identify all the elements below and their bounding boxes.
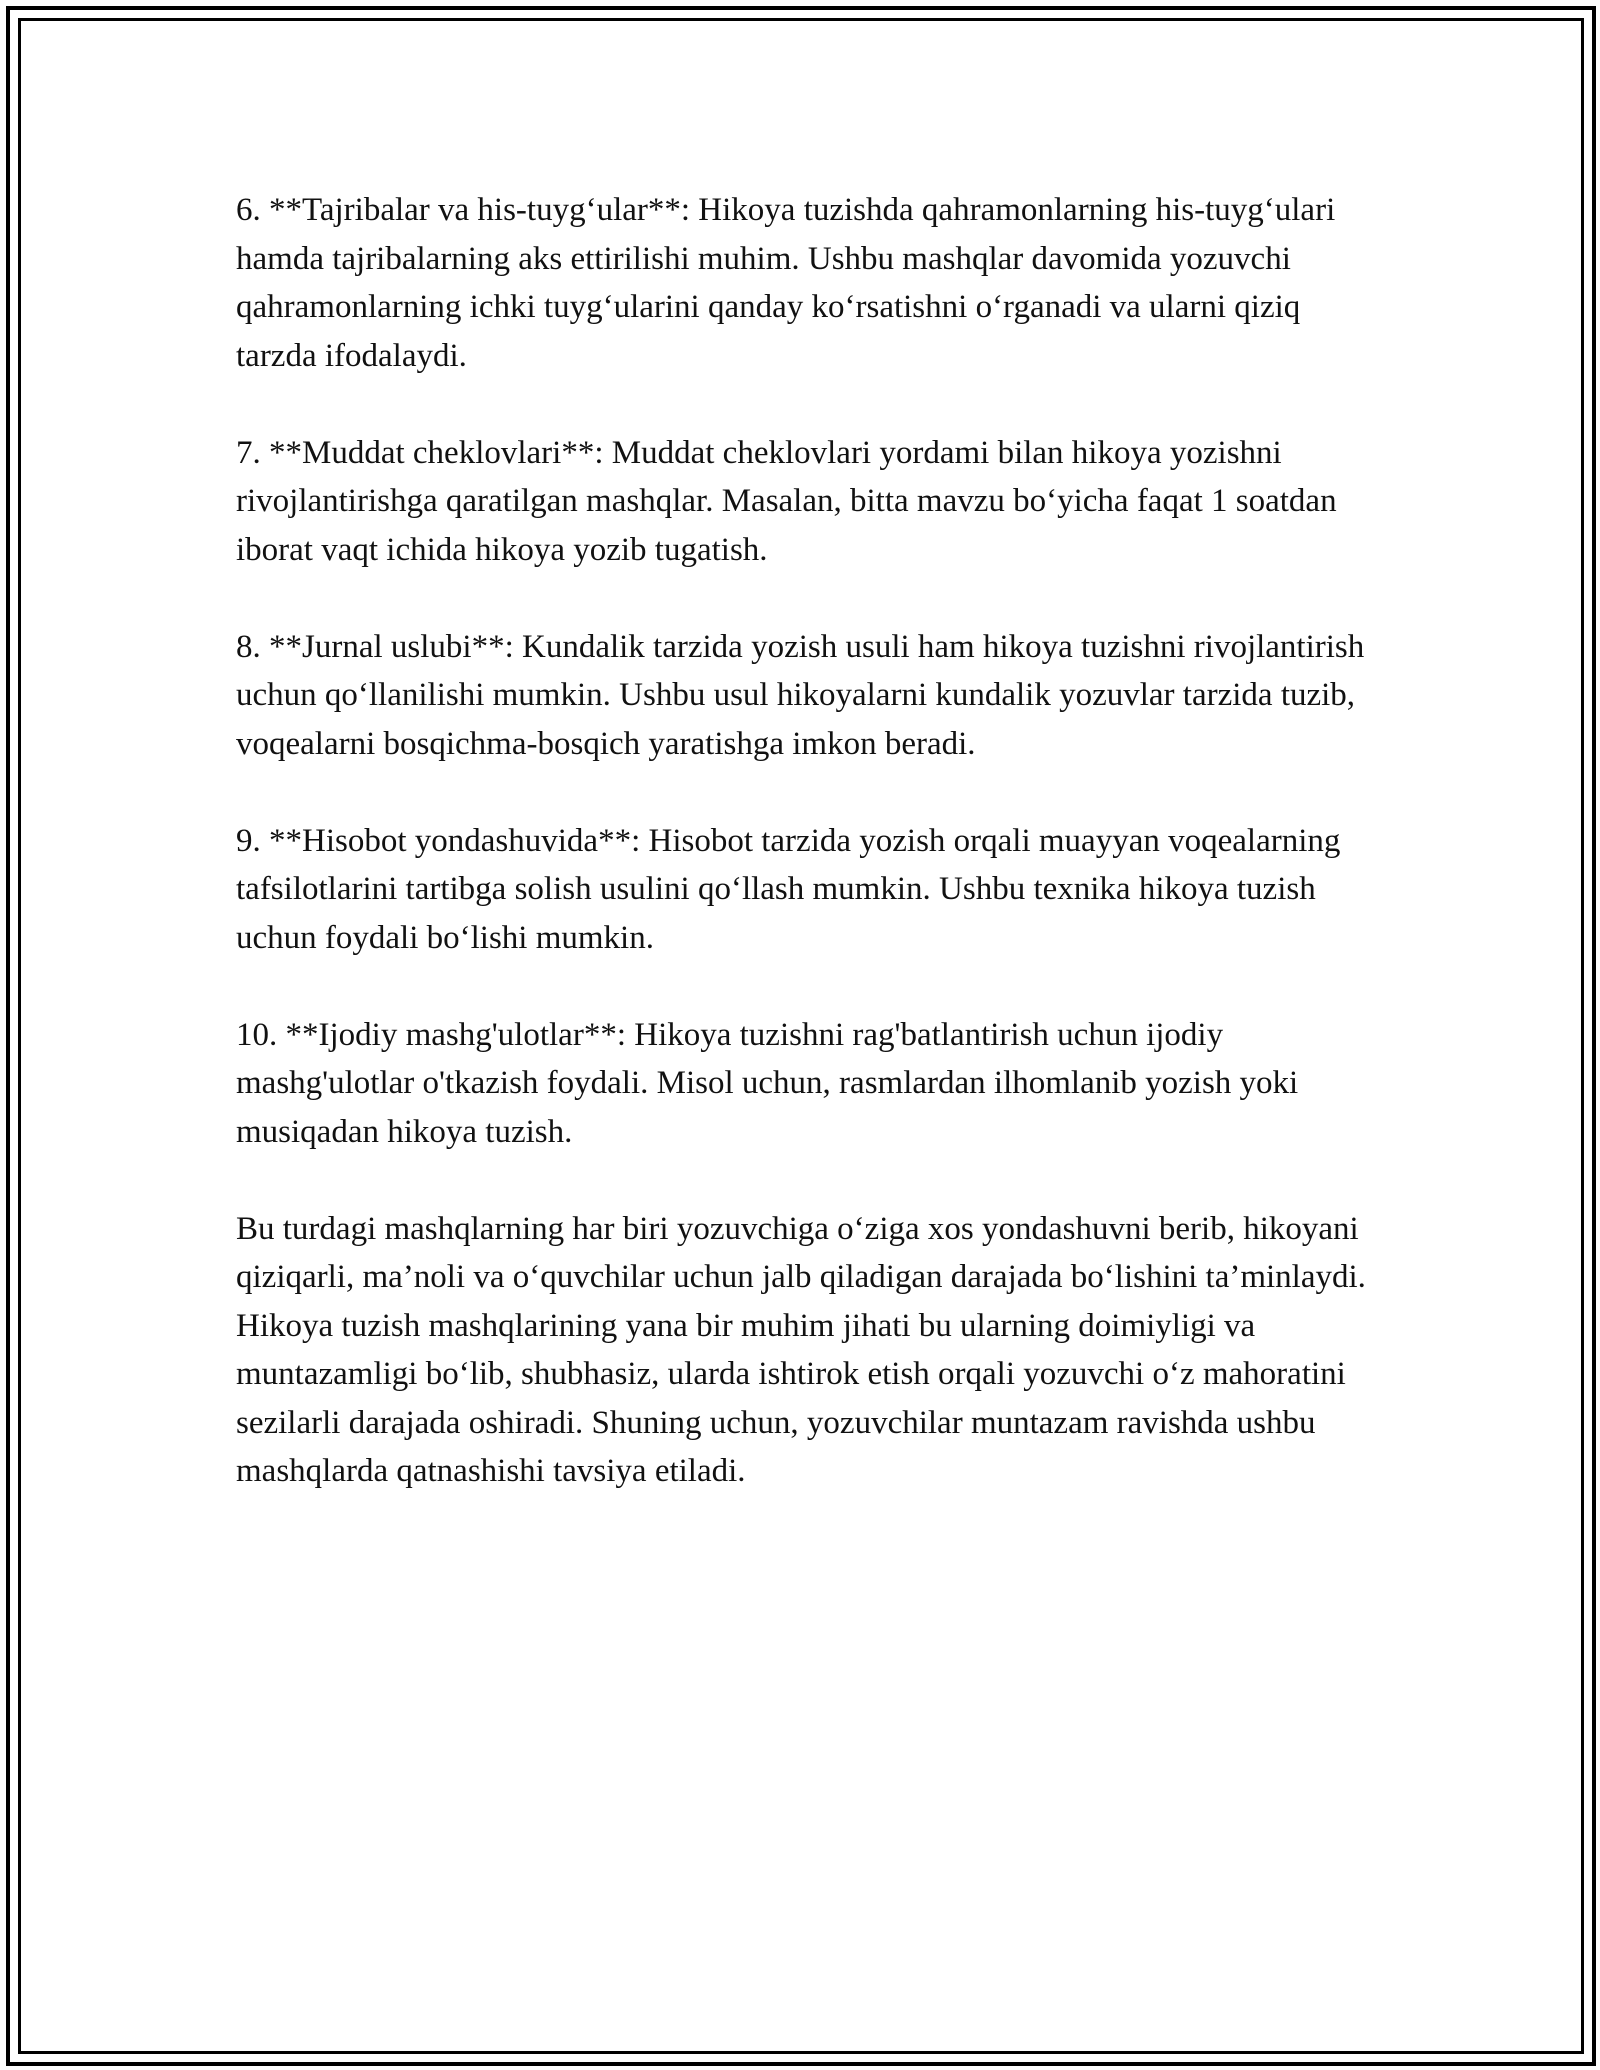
paragraph-conclusion: Bu turdagi mashqlarning har biri yozuvchiga o‘ziga xos yondashuvni berib, hikoyani qiziqarli, ma’noli va o‘quvchilar uchun jalb qiladigan darajada bo‘lishini ta’minlaydi. Hikoya tuzish mashqlarining yana bir muhim jihati bu ularning doimiyligi va muntazamligi bo‘lib, shubhasiz, ularda ishtirok etish orqali yozuvchi o‘z mahoratini sezilarli darajada oshiradi. Shuning uchun, yozuvchilar muntazam ravishda ushbu mashqlarda qatnashishi tavsiya etiladi.: [236, 1210, 1366, 1489]
paragraph-9-hisobot: 9. **Hisobot yondashuvida**: Hisobot tarzida yozish orqali muayyan voqealarning tafsilotlarini tartibga solish usulini qo‘llash mumkin. Ushbu texnika hikoya tuzish uchun foydali bo‘lishi mumkin.: [236, 822, 1341, 956]
paragraph-6-tajribalar: 6. **Tajribalar va his-tuyg‘ular**: Hikoya tuzishda qahramonlarning his-tuyg‘ulari hamda tajribalarning aks ettirilishi muhim. Ushbu mashqlar davomida yozuvchi qahramonlarning ichki tuyg‘ularini qanday ko‘rsatishni o‘rganadi va ularni qiziq tarzda ifodalaydi.: [236, 192, 1336, 374]
paragraph-8-jurnal: 8. **Jurnal uslubi**: Kundalik tarzida yozish usuli ham hikoya tuzishni rivojlantirish uchun qo‘llanilishi mumkin. Ushbu usul hikoyalarni kundalik yozuvlar tarzida tuzib, voqealarni bosqichma-bosqich yaratishga imkon beradi.: [236, 628, 1365, 762]
document-body: [236, 186, 1366, 1544]
paragraph-10-ijodiy: 10. **Ijodiy mashg'ulotlar**: Hikoya tuzishni rag'batlantirish uchun ijodiy mashg'ulotlar o'tkazish foydali. Misol uchun, rasmlardan ilhomlanib yozish yoki musiqadan hikoya tuzish.: [236, 1016, 1299, 1150]
paragraph-7-muddat: 7. **Muddat cheklovlari**: Muddat cheklovlari yordami bilan hikoya yozishni rivojlantirishga qaratilgan mashqlar. Masalan, bitta mavzu bo‘yicha faqat 1 soatdan iborat vaqt ichida hikoya yozib tugatish.: [236, 434, 1337, 568]
